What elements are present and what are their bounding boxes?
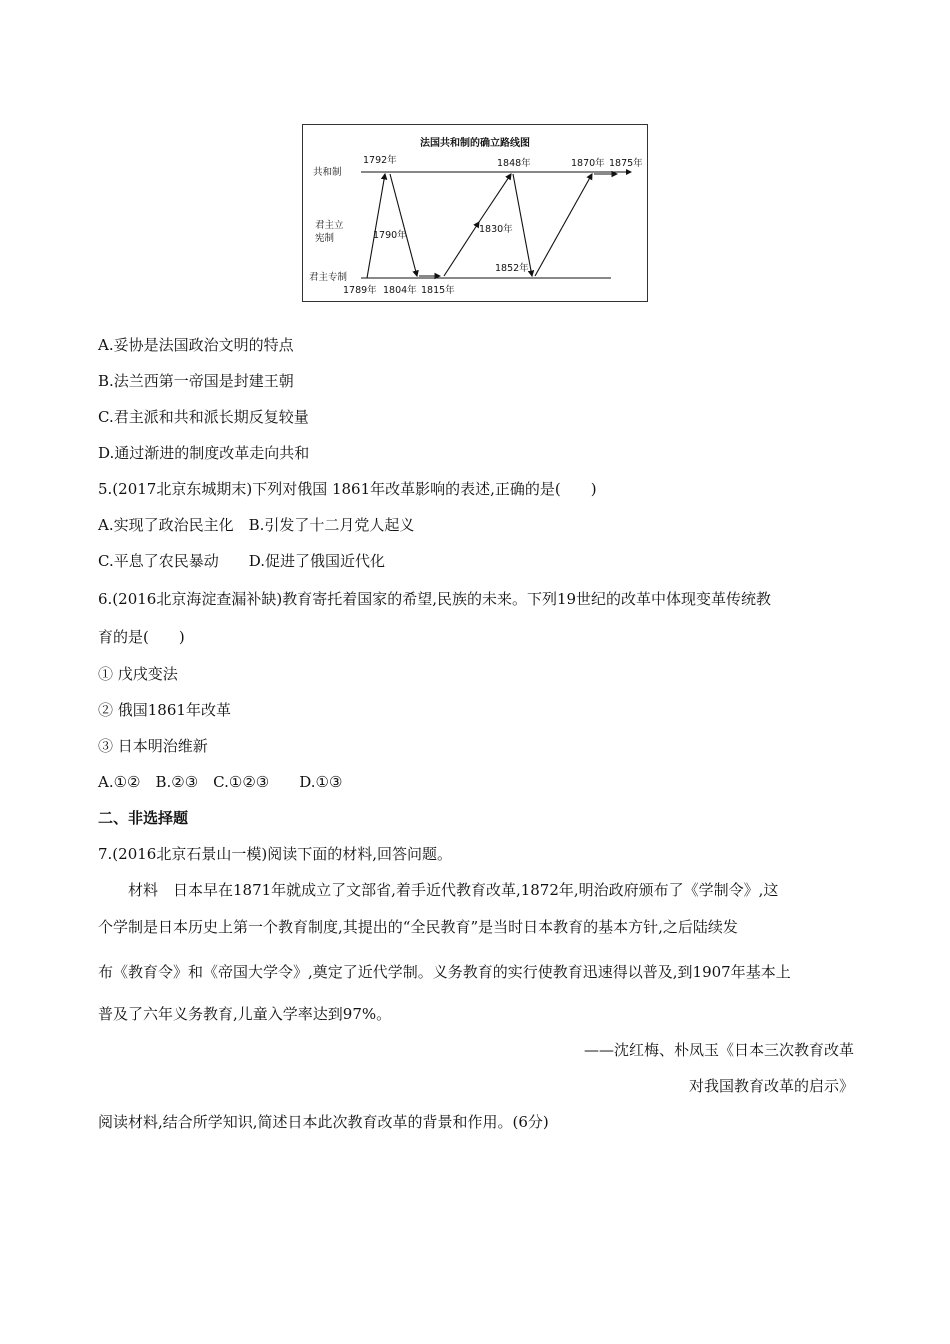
year-1789: 1789年: [343, 285, 377, 296]
label-absolute: 君主专制: [309, 272, 348, 283]
q7-material-line4: 普及了六年义务教育,儿童入学率达到97%。: [98, 1005, 392, 1023]
q5-options-row1: A.实现了政治民主化 B.引发了十二月党人起义: [98, 516, 415, 534]
route-1789-1792: [367, 174, 385, 278]
label-constitutional-1: 君主立: [315, 220, 344, 231]
q5-options-row2: C.平息了农民暴动 D.促进了俄国近代化: [98, 552, 385, 570]
year-1852: 1852年: [495, 263, 529, 274]
year-1815: 1815年: [421, 285, 455, 296]
q4-option-c: C.君主派和共和派长期反复较量: [98, 408, 309, 426]
q6-stem-line1: 6.(2016北京海淀查漏补缺)教育寄托着国家的希望,民族的未来。下列19世纪的改革中体现变革传统教: [98, 590, 772, 608]
q4-option-d: D.通过渐进的制度改革走向共和: [98, 444, 310, 462]
year-1875: 1875年: [609, 158, 643, 169]
q6-stem-line2: 育的是( ): [98, 628, 185, 646]
year-1848: 1848年: [497, 158, 531, 169]
q7-source-line2: 对我国教育改革的启示》: [688, 1077, 854, 1095]
q7-stem: 7.(2016北京石景山一模)阅读下面的材料,回答问题。: [98, 845, 452, 863]
q6-item-1: ① 戊戌变法: [98, 665, 178, 683]
label-constitutional-2: 宪制: [315, 233, 335, 244]
q4-option-a: A.妥协是法国政治文明的特点: [98, 336, 294, 354]
q4-option-b: B.法兰西第一帝国是封建王朝: [98, 372, 294, 390]
year-1870: 1870年: [571, 158, 605, 169]
route-1830-1848: [479, 174, 511, 222]
label-republic: 共和制: [313, 167, 342, 178]
route-1852-1870: [535, 174, 592, 276]
q7-material-line3: 布《教育令》和《帝国大学令》,奠定了近代学制。义务教育的实行使教育迅速得以普及,到1907年基本上: [98, 963, 791, 981]
q7-material-line1: 材料 日本早在1871年就成立了文部省,着手近代教育改革,1872年,明治政府颁布了《学制令》,这: [128, 881, 779, 899]
route-1792-1804: [390, 174, 417, 276]
q7-question: 阅读材料,结合所学知识,简述日本此次教育改革的背景和作用。(6分): [98, 1113, 549, 1131]
year-1792: 1792年: [363, 155, 397, 166]
republic-route-diagram: [302, 124, 648, 302]
q6-options: A.①② B.②③ C.①②③ D.①③: [98, 773, 343, 791]
year-1790: 1790年: [373, 230, 407, 241]
diagram-svg: [303, 125, 647, 301]
q6-item-3: ③ 日本明治维新: [98, 737, 208, 755]
q7-source-line1: ——沈红梅、朴凤玉《日本三次教育改革: [583, 1041, 854, 1059]
q7-material-line2: 个学制是日本历史上第一个教育制度,其提出的“全民教育”是当时日本教育的基本方针,之后陆续发: [98, 918, 738, 936]
q6-item-2: ② 俄国1861年改革: [98, 701, 231, 719]
route-1848-1852: [513, 174, 532, 276]
q5-stem: 5.(2017北京东城期末)下列对俄国 1861年改革影响的表述,正确的是( ): [98, 480, 597, 498]
diagram-title: 法国共和制的确立路线图: [420, 138, 530, 149]
year-1804: 1804年: [383, 285, 417, 296]
route-1815-1830: [444, 222, 479, 276]
year-1830: 1830年: [479, 224, 513, 235]
section2-heading: 二、非选择题: [98, 809, 189, 827]
